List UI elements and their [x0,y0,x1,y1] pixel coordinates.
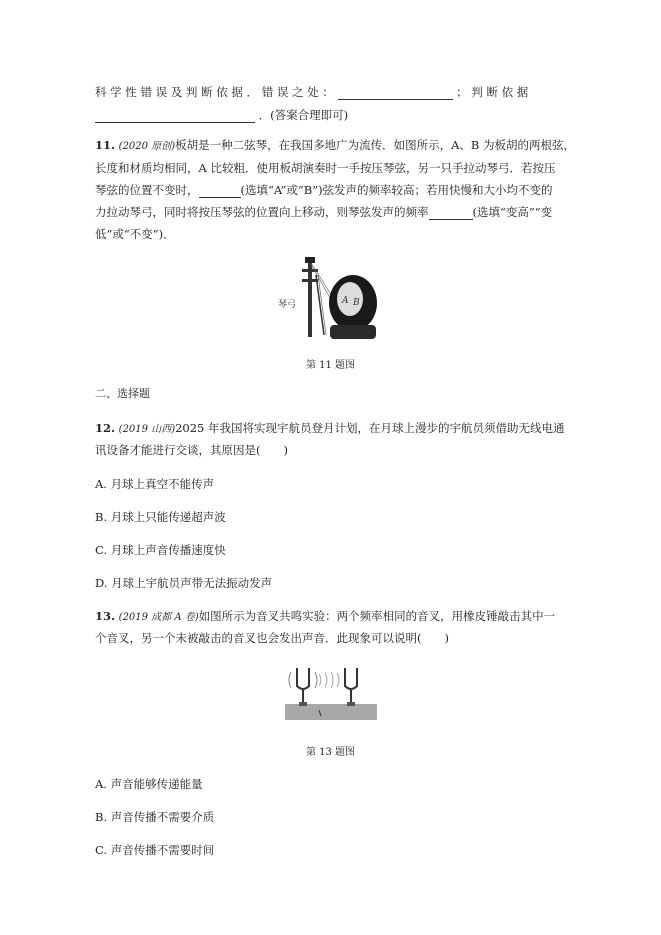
question-number: 12. [95,421,116,435]
section-title: 二、选择题 [95,387,150,400]
q12-option-c[interactable]: C. 月球上声音传播速度快 [95,543,226,557]
banhu-peg-2 [302,279,318,282]
question-text: 长度和材质均相同，A 比较粗．使用板胡演奏时一手按压琴弦，另一只手拉动琴弓．若按压 [95,161,556,175]
q13-option-c[interactable]: C. 声音传播不需要时间 [95,843,215,857]
wooden-base [285,704,377,720]
bow-stick [316,275,324,335]
question-text: 力拉动琴弓，同时将按压琴弦的位置向上移动，则琴弦发声的频率 [95,205,429,219]
answer-blank[interactable] [338,86,453,100]
intro-line-1 [95,84,528,100]
q13-line-2 [95,630,449,646]
string-label-b: B [353,298,360,308]
answer-blank[interactable] [199,184,241,198]
q13-option-a[interactable]: A. 声音能够传递能量 [95,777,203,791]
question-text: 板胡是一种二弦琴，在我国多地广为流传．如图所示，A、B 为板胡的两根弦， [175,138,576,152]
banhu-stand [330,325,376,339]
tuning-fork-figure [285,660,377,722]
intro-line-2 [95,107,348,123]
q11-line-1 [95,137,575,155]
string-label-a: A [342,296,349,306]
intro-text-3: ．(答案合理即可) [258,108,349,122]
answer-blank[interactable] [429,206,473,220]
intro-text: 科 学 性 错 误 及 判 断 依 据 ． 错 误 之 处 ： [95,85,334,99]
banhu-pegs [305,257,315,263]
question-text: 讯设备才能进行交谈，其原因是( ) [95,443,288,457]
question-text: 个音叉，另一个未被敲击的音叉也会发出声音．此现象可以说明( ) [95,631,449,645]
question-text: (选填“A”或“B”)弦发声的频率较高；若用快慢和大小均不变的 [240,183,553,197]
figure-13-caption: 第 13 题图 [305,747,356,758]
q11-line-2 [95,160,555,176]
question-source: (2019 山西) [118,424,176,435]
answer-blank[interactable] [95,109,255,123]
q12-line-1 [95,420,565,438]
q12-option-a[interactable]: A. 月球上真空不能传声 [95,477,215,491]
question-text: 如图所示为音叉共鸣实验：两个频率相同的音叉，用橡皮锤敲击其中一 [198,609,556,623]
q12-option-b[interactable]: B. 月球上只能传递超声波 [95,510,226,524]
q12-option-d[interactable]: D. 月球上宇航员声带无法振动发声 [95,576,273,590]
figure-11-caption: 第 11 题图 [305,360,356,371]
banhu-figure [278,255,388,343]
bow-label: 琴弓 [278,300,297,310]
question-text: 2025 年我国将实现宇航员登月计划，在月球上漫步的宇航员须借助无线电通 [175,421,565,435]
question-number: 11. [95,138,116,152]
question-text: 琴弦的位置不变时， [95,183,199,197]
q13-line-1 [95,608,555,626]
q13-option-b[interactable]: B. 声音传播不需要介质 [95,810,215,824]
question-source: (2019 成都 A 卷) [118,612,199,623]
q11-line-5 [95,226,175,242]
question-source: (2020 原创) [118,141,176,152]
q11-line-4 [95,204,552,220]
question-text: (选填“变高”“变 [472,205,553,219]
question-text: 低”或“不变”)． [95,227,175,241]
intro-text-2: ； 判 断 依 据 [456,85,529,99]
q12-line-2 [95,442,288,458]
question-number: 13. [95,609,116,623]
q11-line-3 [95,182,553,198]
